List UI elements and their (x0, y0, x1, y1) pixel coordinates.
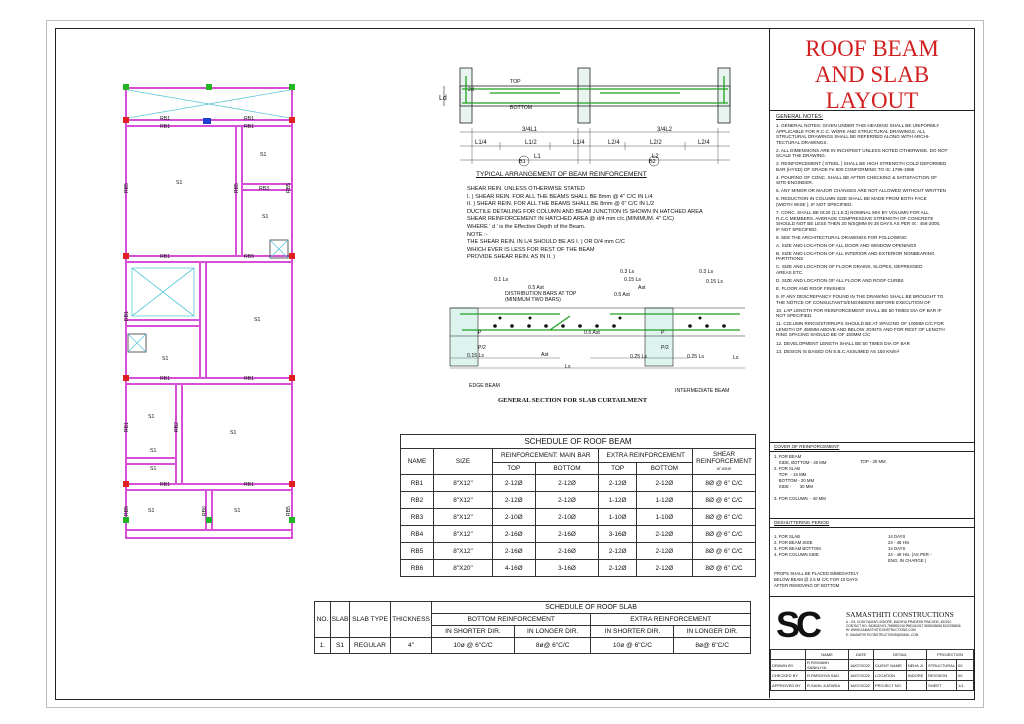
beam-schedule-cell: 8"X12" (434, 526, 493, 543)
slab-label: 0.5 Ast (528, 285, 544, 291)
beam-schedule-cell: RB5 (401, 543, 434, 560)
beam-schedule-cell: 2-12Ø (599, 475, 636, 492)
beam-detail-caption: TYPICAL ARRANGEMENT OF BEAM REINFORCEMENT (476, 171, 647, 178)
title-block-small-value: 00 (957, 660, 974, 671)
col-header: EXTRA REINFORCEMENT (591, 614, 751, 626)
slab-label: P (661, 330, 665, 336)
text-line: 2. FOR BEAM SIDE (774, 540, 813, 545)
beam-schedule-cell: 8"X12" (434, 509, 493, 526)
plan-beam-label: RB5 (233, 183, 240, 194)
tb-header: DATE (849, 650, 874, 660)
text-line: 3. FOR COLUMN - 40 MM (774, 496, 826, 501)
beam-schedule-cell: 2-12Ø (599, 560, 636, 577)
beam-schedule-cell: 2-12Ø (636, 560, 692, 577)
title-block-small-value: 1/1 (957, 681, 974, 691)
text-line: CONTACT NO. 9826032474 7869851016 9981411917 9826008086 8120236806 (846, 624, 961, 629)
title-block (770, 649, 974, 691)
general-note: C. SIZE AND LOCATION OF FLOOR DRAINS, SLOPES, DEPRESSED AREAS ETC. (776, 264, 923, 275)
beam-schedule-row (401, 526, 756, 543)
col-header: SLAB (331, 602, 350, 638)
beam-schedule-cell: 8Ø @ 6" C/C (693, 560, 756, 577)
slab-cell: 8ø@ 6"C/C (514, 638, 591, 654)
title-block-cell: PROJECT NO. (874, 681, 907, 691)
col-header: BOTTOM (636, 463, 692, 475)
beam-schedule-cell: 2-16Ø (493, 526, 536, 543)
col-header: IN SHORTER DIR. (432, 626, 515, 638)
beam-schedule-cell: 3-16Ø (599, 526, 636, 543)
slab-label: 0.5 Ast (584, 330, 600, 336)
title-block-small: SHEET (927, 681, 957, 691)
plan-slab-label: S1 (148, 414, 155, 420)
beam-label: 3/4L1 (522, 127, 538, 133)
shear-note: WHICH EVER IS LESS FOR REST OF THE BEAM (467, 246, 595, 253)
beam-schedule-cell: 8Ø @ 6" C/C (693, 526, 756, 543)
general-note: 1. GENERAL NOTES: GIVEN UNDER THIS HEADING SHALL BE UNIFORMLY APPLICABLE FOR R.C.C. WORK AND STRUCTURAL DRAWINGS, ALL STRUCTURAL DRAWINGS SHALL BE REFERRED ALONG WITH ARCHI- TECTURAL DRAWINGS. (776, 123, 940, 145)
slab-label: 0.15 Ls (624, 277, 642, 283)
shear-note: DUCTILE DETAILING FOR COLUMN AND BEAM JUNCTION IS SHOWN IN HATCHED AREA (467, 208, 703, 215)
general-note: D. SIZE AND LOCATION OF ALL FLOOR AND ROOF CURBS (776, 278, 904, 284)
plan-beam-label: RB2 (173, 422, 180, 433)
tb-header: NAME (806, 650, 849, 660)
tb-header: PROJECTION (927, 650, 974, 660)
beam-schedule-cell: RB4 (401, 526, 434, 543)
title-block-cell: 16/07/2022 (849, 671, 874, 681)
title-block-cell: R.PARGHYA SAD (806, 671, 849, 681)
beam-schedule-cell: 8Ø @ 6" C/C (693, 475, 756, 492)
plan-beam-label: RB5 (123, 506, 130, 517)
text-line: A - 2/4, VIJAY NAGAR, INDORE, MADHYA PRADESH PINCODE- 452010 (846, 620, 952, 624)
title-block-row (771, 671, 974, 681)
beam-label: B1 (519, 159, 526, 165)
col-header: BOTTOM (535, 463, 599, 475)
plan-slab-label: S1 (162, 356, 169, 362)
beam-schedule-cell: 8"X20" (434, 560, 493, 577)
shear-notes (467, 186, 757, 262)
text-line: SIDE - 30 MM (774, 484, 813, 489)
text-line: 24 - 48 Hrs. (AS PER - (888, 552, 932, 557)
beam-schedule-cell: 2-12Ø (636, 543, 692, 560)
deshuttering-items (774, 534, 821, 558)
slab-label: DISTRIBUTION BARS AT TOP (505, 291, 577, 297)
plan-beam-label: RB5 (244, 254, 255, 260)
general-note: 8. SEE THE ARCHITECTURAL DRAWINGS FOR FOLLOWING: (776, 234, 908, 240)
beam-label: Ld (439, 95, 447, 102)
plan-beam-label: RB1 (160, 116, 171, 122)
col-header: BOTTOM REINFORCEMENT (432, 614, 591, 626)
slab-label: Ls (565, 364, 571, 370)
cover-heading: COVER OF REINFORCEMENT (774, 444, 840, 449)
title-block-cell: APPROVED BY (771, 681, 806, 691)
beam-schedule-cell: 2-12Ø (493, 475, 536, 492)
beam-schedule-cell: 8"X12" (434, 543, 493, 560)
beam-schedule-cell: RB3 (401, 509, 434, 526)
beam-schedule-row (401, 509, 756, 526)
plan-slab-label: S1 (230, 430, 237, 436)
plan-beam-label: RB1 (160, 124, 171, 130)
col-header: REINFORCEMENT: MAIN BAR (493, 449, 599, 463)
beam-schedule-cell: 2-10Ø (493, 509, 536, 526)
title-block-cell: DRAWN BY (771, 660, 806, 671)
beam-label: L1 (534, 154, 541, 160)
text-line: 4. FOR COLUMN SIDE (774, 552, 819, 557)
title-block-small: STRUCTURAL (927, 660, 957, 671)
beam-label: L2/4 (698, 140, 710, 146)
general-note: 13. DESIGN IS BASED ON S.B.C ASSUMED AS 150 KN/m² (776, 348, 900, 354)
text-line: PROPS SHALL BE PLACED IMMEDIATELY (774, 571, 859, 576)
text-line: W: WWW.SAMASTHITICONSTRUCTIONS.COM (846, 628, 916, 633)
beam-schedule-cell: 8Ø @ 6" C/C (693, 492, 756, 509)
slab-label: 0.25 Ls (630, 354, 648, 360)
col-header: TOP (493, 463, 536, 475)
beam-schedule-cell: 2-16Ø (535, 543, 599, 560)
col-header: SLAB TYPE (350, 602, 391, 638)
beam-label: L1/2 (525, 140, 537, 146)
tb-header: DETAIL (874, 650, 927, 660)
text-line: 1. FOR BEAM (774, 454, 802, 459)
title-block-row (771, 681, 974, 691)
plan-slab-label: S1 (176, 180, 183, 186)
beam-schedule-cell: 8Ø @ 6" C/C (693, 509, 756, 526)
slab-cell: 10ø @ 6"C/C (591, 638, 674, 654)
beam-schedule-cell: 2-12Ø (599, 543, 636, 560)
col-header: EXTRA REINFORCEMENT (599, 449, 693, 463)
general-note: 10. LAP LENGTH FOR REINFORCEMENT SHALL BE 50 TIMES DIA OF BAR IF NOT SPECIFIED. (776, 307, 942, 319)
title-block-cell: 16/07/2022 (849, 660, 874, 671)
plan-slab-label: S1 (150, 466, 157, 472)
text-line: 2. FOR SLAB (774, 466, 801, 471)
beam-schedule-cell: 2-12Ø (535, 475, 599, 492)
title-block-cell: CHECKED BY (771, 671, 806, 681)
text-line: ENG. IN CHARGE ) (888, 558, 927, 563)
text-line: SIDE, BOTTOM - 30 MM (774, 460, 827, 465)
roof-beam-schedule (400, 434, 756, 577)
general-note: 6. REDUCTION IN COLUMN SIZE SHALL BE MADE FROM BOTH FACE (WIDTH WISE ), IF NOT SPECIFIED. (776, 196, 927, 207)
slab-label: INTERMEDIATE BEAM (675, 388, 730, 394)
company-name: SAMASTHITI CONSTRUCTIONS (846, 610, 954, 619)
beam-label: L2 (652, 154, 659, 160)
plan-slab-label: S1 (234, 508, 241, 514)
beam-schedule-cell: RB2 (401, 492, 434, 509)
slab-cell: 1. (315, 638, 331, 654)
shear-note: PROVIDE SHEAR REIN. AS IN II. ) (467, 254, 555, 261)
beam-schedule-cell: 1-12Ø (599, 492, 636, 509)
beam-schedule-row (401, 560, 756, 577)
shear-note: SHEAR REINFORCEMENT IN HATCHED AREA @ d/4 mm c/c.(MINIMUM. 4" C/C) (467, 216, 674, 223)
beam-schedule-cell: 8"X12" (434, 475, 493, 492)
col-header: NAME (401, 449, 434, 475)
col-header: SHEAR REINFORCEMENT AT ASHE (693, 449, 756, 475)
slab-cell: S1 (331, 638, 350, 654)
slab-label: (MINIMUM TWO BARS) (505, 297, 561, 303)
title-block-cell (906, 681, 926, 691)
plan-beam-label: RB5 (285, 506, 292, 517)
beam-schedule-cell: 2-16Ø (493, 543, 536, 560)
text-line: 3. FOR BEAM BOTTOM (774, 546, 821, 551)
slab-label: 0.1 Ls (494, 277, 509, 283)
beam-label: L1/4 (573, 140, 585, 146)
shear-note: NOTE :- (467, 231, 488, 238)
beam-schedule-cell: 2-12Ø (535, 492, 599, 509)
shear-note: WHERE ' d ' is the Effective Depth of the Beam. (467, 223, 586, 230)
beam-label: TOP (510, 79, 521, 85)
plan-beam-label: RB5 (123, 183, 130, 194)
beam-schedule-cell: 8"X12" (434, 492, 493, 509)
slab-cell: 10ø @ 6"C/C (432, 638, 515, 654)
text-line: E: SAMASTHITICONSTRUCTIONS@GMAIL.COM (846, 632, 919, 637)
plan-beam-label: RB3 (259, 186, 270, 192)
shear-note: THE SHEAR REIN. IN L/4 SHOULD BE AS I. ) OR D/4 mm C/C (467, 239, 625, 246)
slab-label: 0.15 Ls (706, 279, 724, 285)
shear-note: SHEAR REIN. UNLESS OTHERWISE STATED (467, 186, 585, 192)
shear-note: II. ) SHEAR REIN. FOR ALL THE BEAMS SHALL BE 8mm @ 6" C/C IN L/2 (467, 201, 655, 208)
slab-label: Ls (733, 355, 739, 361)
text-line: 24 - 48 Hrs (888, 540, 910, 545)
title-block-cell: R.SAHIL KATARIA (806, 681, 849, 691)
col-header: IN LONGER DIR. (674, 626, 751, 638)
plan-beam-label: RB1 (123, 422, 130, 433)
general-note: 11. COLUMN RINGS/STIRRUPS SHOULD BE AT SPACING OF 100MM C/C FOR LENGTH OF 450MM ABOVE AND BELOW JOINTS AND FOR REST OF LENGTH RING SPACING SHOULD BE OF 150MM C/C (776, 321, 945, 338)
slab-label: Ast (638, 285, 646, 291)
beam-reinforcement-detail (440, 56, 740, 174)
plan-slab-label: S1 (148, 508, 155, 514)
title-block-row (771, 660, 974, 671)
slab-label: P (478, 330, 482, 336)
title-block-small-value: 00 (957, 671, 974, 681)
beam-schedule-cell: 2-16Ø (535, 526, 599, 543)
text-line: 14 DAYS (888, 546, 906, 551)
schedule-title: SCHEDULE OF ROOF BEAM (401, 435, 756, 449)
cover-lines (774, 454, 826, 502)
deshuttering-periods (888, 534, 931, 564)
beam-schedule-row (401, 475, 756, 492)
plan-beam-label: RB1 (160, 376, 171, 382)
slab-label: P/2 (478, 345, 486, 351)
beam-label: L2/4 (608, 140, 620, 146)
slab-label: 0.3 Ls (620, 269, 635, 275)
general-note: 5. ANY MINOR OR MAJOR CHANGES ARE NOT ALLOWED WITHOUT WRITTEN (776, 188, 946, 194)
deshuttering-props (774, 571, 859, 589)
beam-label: L1/4 (475, 140, 487, 146)
cover-beam-top: TOP - 30 MM (860, 459, 886, 464)
slab-label: 0.25 Ls (687, 354, 705, 360)
text-line: 1. FOR SLAB (774, 534, 801, 539)
deshuttering-heading: DESHUTTERING PERIOD (774, 520, 830, 525)
beam-schedule-cell: 2-12Ø (636, 475, 692, 492)
title-block-cell: R.RISHABH SANKLIYA (806, 660, 849, 671)
slab-cell: 8ø@ 6"C/C (674, 638, 751, 654)
beam-schedule-cell: 4-16Ø (493, 560, 536, 577)
beam-schedule-cell: 8Ø @ 6" C/C (693, 543, 756, 560)
company-address (846, 620, 961, 637)
beam-schedule-cell: 2-12Ø (493, 492, 536, 509)
drawing-title: ROOF BEAM AND SLAB LAYOUT (805, 36, 939, 113)
slab-label: Ast (541, 352, 549, 358)
general-note: 2. ALL DIMENSIONS ARE IN INCH/FEET UNLESS NOTED OTHERWISE. DO NOT SCALE THE DRAWING. (776, 147, 948, 159)
general-note: 4. POURING OF CONC. SHALL BE AFTER CHECKING & SATISFACTION OF SITE-ENGINEER. (776, 174, 938, 186)
slab-schedule-title: SCHEDULE OF ROOF SLAB (432, 602, 751, 614)
title-block-cell: 16/07/2022 (849, 681, 874, 691)
general-note: B. SIZE AND LOCATION OF ALL INTERIOR AND EXTERIOR NONBEARING PARTITIONS (776, 250, 935, 262)
beam-label: BOTTOM (510, 105, 533, 111)
title-block-small: REVISION (927, 671, 957, 681)
col-header: IN SHORTER DIR. (591, 626, 674, 638)
slab-label: EDGE BEAM (469, 383, 500, 389)
title-block-cell: CLIENT NAME (874, 660, 907, 671)
slab-label: 0.3 Ls (699, 269, 714, 275)
plan-slab-label: S1 (150, 448, 157, 454)
beam-label: L2/2 (650, 140, 662, 146)
plan-beam-label: RB1 (123, 311, 130, 322)
general-note: 12. DEVELOPMENT LENGTH SHALL BE 50 TIMES DIA OF BAR (776, 340, 910, 346)
beam-schedule-row (401, 492, 756, 509)
text-line: AFTER REMOVING OF BOTTOM. (774, 583, 841, 588)
plan-beam-label: RB1 (244, 482, 255, 488)
beam-schedule-cell: 2-12Ø (636, 526, 692, 543)
col-header: NO. (315, 602, 331, 638)
plan-beam-label: RB1 (160, 482, 171, 488)
beam-schedule-cell: 1-10Ø (599, 509, 636, 526)
general-note: 7. CONC. SHALL BE M:20 (1:1.5:3) NOMINAL MIX BY VOLUMN FOR ALL R.C.C MEMBERS. AVERAGE COMPRESSIVE STRENGTH OF CONCRETE SHOULD NOT BE LESS THEN 20 N/SQMM IN 28 DAYS AS PER IS : 456-2000, IF NOT SPECIFIED. (776, 210, 941, 232)
plan-beam-label: RB6 (201, 506, 208, 517)
beam-label: B2 (649, 159, 656, 165)
beam-schedule-cell: 2-10Ø (535, 509, 599, 526)
general-notes-heading: GENERAL NOTES: (776, 114, 824, 120)
title-block-cell: INDORE (906, 671, 926, 681)
plan-beam-label: RB1 (244, 376, 255, 382)
text-line: 14 DAYS (888, 534, 906, 539)
text-line: TOP. - 15 MM (774, 472, 807, 477)
beam-schedule-row (401, 543, 756, 560)
shear-note: I. ) SHEAR REIN. FOR ALL THE BEAMS SHALL BE 8mm @ 4" C/C IN L/4 (467, 193, 653, 200)
plan-beam-label: RB1 (160, 254, 171, 260)
col-header: IN LONGER DIR. (514, 626, 591, 638)
beam-schedule-cell: 1-10Ø (636, 509, 692, 526)
beam-schedule-cell: 3-16Ø (535, 560, 599, 577)
title-block-cell: NEHA JI (906, 660, 926, 671)
slab-cell: REGULAR (350, 638, 391, 654)
text-line: BOTTOM - 20 MM (774, 478, 815, 483)
roof-beam-plan (118, 80, 300, 546)
general-note: 9. IF ANY DESCREPANCY FOUND IN THE DRAWING SHALL BE BROUGHT TO THE NOTICE OF CONSULTANTS/ENGINEERS BEFORE EXECUTION OF (776, 294, 944, 305)
plan-slab-label: S1 (254, 317, 261, 323)
plan-beam-label: RB1 (244, 124, 255, 130)
col-header: THICKNESS (391, 602, 432, 638)
roof-slab-schedule (314, 601, 751, 654)
slab-label: 0.15 Ls (467, 353, 485, 359)
right-panel (769, 28, 974, 698)
slab-cell: 4" (391, 638, 432, 654)
general-note: 3. REINFORCEMENT ( STEEL ) SHALL BE HIGH STRENGTH COLD DEFORMED BAR (HYSD) OF GRADE Fe 500 CONFORMING TO IS: 1786-1985 (776, 161, 947, 172)
beam-schedule-cell: 1-12Ø (636, 492, 692, 509)
plan-slab-label: S1 (262, 214, 269, 220)
beam-label: 3/4L2 (657, 127, 673, 133)
beam-schedule-cell: RB6 (401, 560, 434, 577)
plan-slab-label: S1 (260, 152, 267, 158)
general-note: A. SIZE AND LOCATION OF ALL DOOR AND WINDOW OPENINGS (776, 242, 917, 248)
general-notes (776, 114, 972, 357)
text-line: BELOW BEAM @ 2.5 M C/C FOR 10 DAYS (774, 577, 858, 582)
col-header: TOP (599, 463, 636, 475)
col-header: SIZE (434, 449, 493, 475)
general-note: E. FLOOR AND ROOF FINISHES (776, 286, 846, 292)
plan-beam-label: RB5 (285, 183, 292, 194)
beam-label: 2d (468, 87, 474, 93)
title-block-cell: LOCATION (874, 671, 907, 681)
slab-section-caption: GENERAL SECTION FOR SLAB CURTAILMENT (498, 397, 648, 404)
beam-schedule-cell: RB1 (401, 475, 434, 492)
company-logo: SC (776, 604, 819, 645)
slab-label: P/2 (661, 345, 669, 351)
plan-beam-label: RB1 (244, 116, 255, 122)
slab-label: 0.5 Ast (614, 292, 630, 298)
